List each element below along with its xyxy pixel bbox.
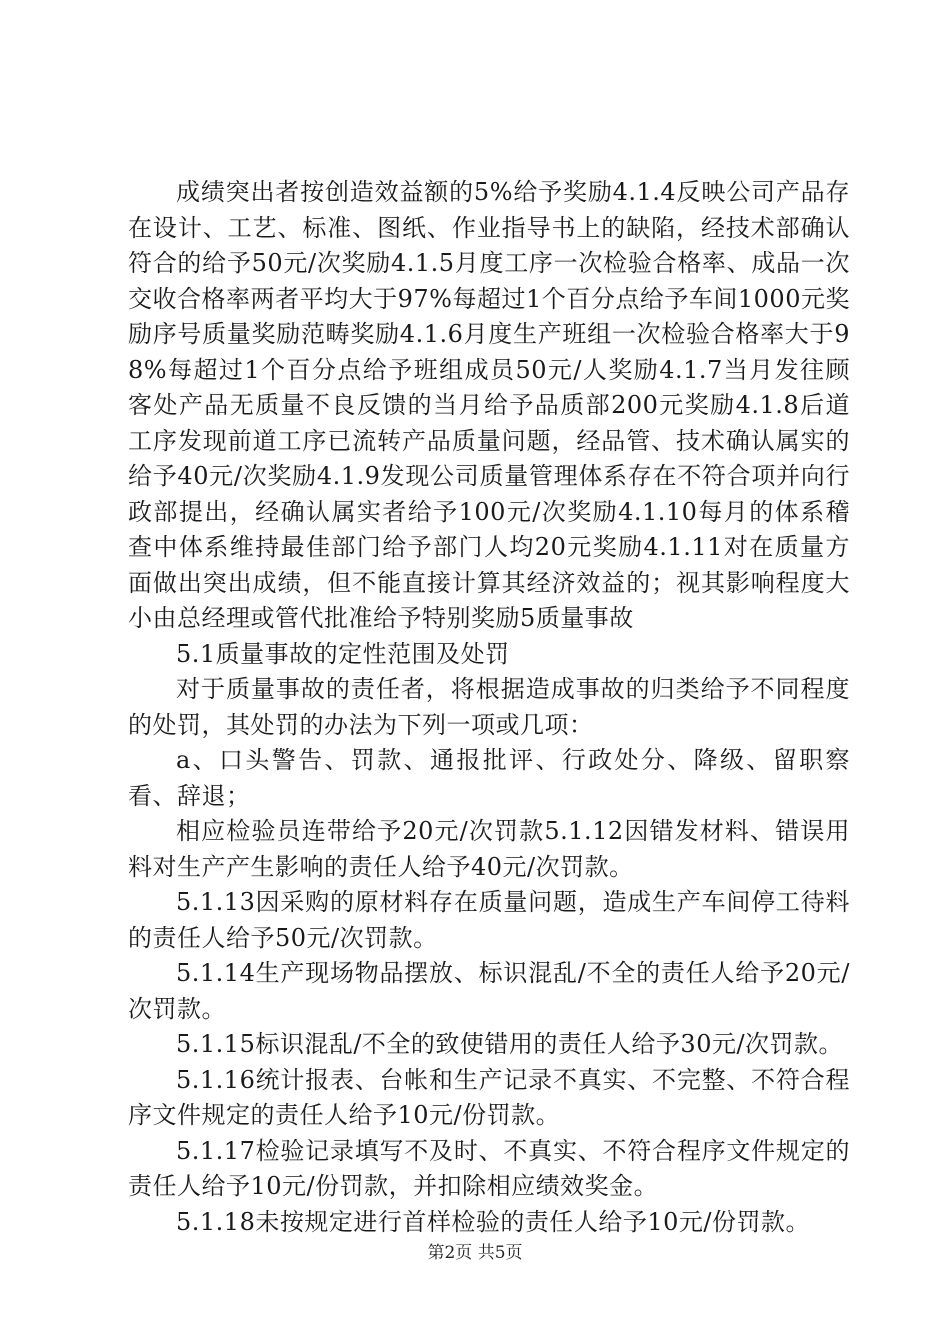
page-footer: 第2页 共5页	[427, 1243, 523, 1263]
paragraph-penalty-intro: 对于质量事故的责任者，将根据造成事故的归类给予不同程度的处罚，其处罚的办法为下列一项或几项：	[128, 675, 850, 739]
document-body	[128, 175, 850, 1240]
paragraph-5-1-13: 5.1.13因采购的原材料存在质量问题，造成生产车间停工待料的责任人给予50元/次罚款。	[128, 888, 850, 952]
paragraph-5-1-17: 5.1.17检验记录填写不及时、不真实、不符合程序文件规定的责任人给予10元/份罚款，并扣除相应绩效奖金。	[128, 1136, 850, 1200]
paragraph-5-1-15: 5.1.15标识混乱/不全的致使错用的责任人给予30元/次罚款。	[176, 1030, 844, 1058]
paragraph-rewards: 成绩突出者按创造效益额的5%给予奖励4.1.4反映公司产品存在设计、工艺、标准、图纸、作业指导书上的缺陷，经技术部确认符合的给予50元/次奖励4.1.5月度工序一次检验合格率、成品一次交收合格率两者平均大于97%每超过1个百分点给予车间1000元奖励序号质量奖励范畴奖励4.1.6月度生产班组一次检验合格率大于98%每超过1个百分点给予班组成员50元/人奖励4.1.7当月发往顾客处产品无质量不良反馈的当月给予品质部200元奖励4.1.8后道工序发现前道工序已流转产品质量问题，经品管、技术确认属实的给予40元/次奖励4.1.9发现公司质量管理体系存在不符合项并向行政部提出，经确认属实者给予100元/次奖励4.1.10每月的体系稽查中体系维持最佳部门给予部门人均20元奖励4.1.11对在质量方面做出突出成绩，但不能直接计算其经济效益的；视其影响程度大小由总经理或管代批准给予特别奖励5质量事故	[128, 178, 850, 632]
paragraph-penalty-list: a、口头警告、罚款、通报批评、行政处分、降级、留职察看、辞退；	[128, 746, 850, 810]
paragraph-5-1-12: 相应检验员连带给予20元/次罚款5.1.12因错发材料、错误用料对生产产生影响的责任人给予40元/次罚款。	[128, 817, 850, 881]
paragraph-5-1-16: 5.1.16统计报表、台帐和生产记录不真实、不完整、不符合程序文件规定的责任人给予10元/份罚款。	[128, 1065, 850, 1129]
paragraph-5-1-14: 5.1.14生产现场物品摆放、标识混乱/不全的责任人给予20元/次罚款。	[128, 959, 850, 1023]
paragraph-5-1-18: 5.1.18未按规定进行首样检验的责任人给予10元/份罚款。	[176, 1207, 810, 1236]
section-heading-5-1: 5.1质量事故的定性范围及处罚	[176, 639, 510, 668]
